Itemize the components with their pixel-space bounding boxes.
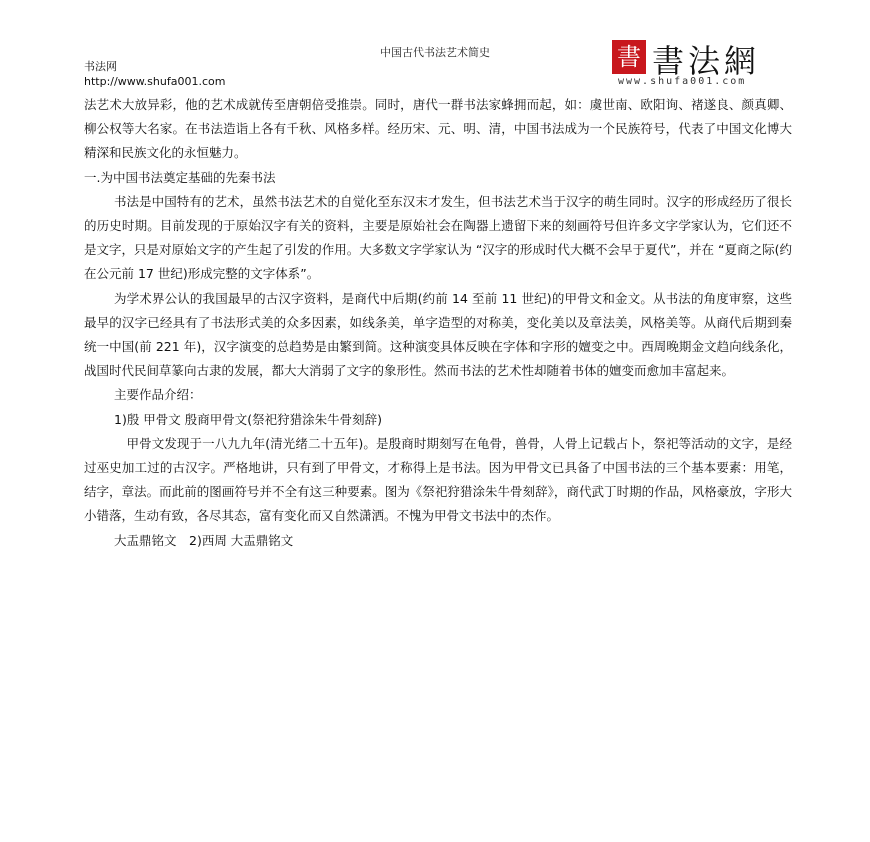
paragraph-origin: 书法是中国特有的艺术，虽然书法艺术的自觉化至东汉末才发生，但书法艺术当于汉字的萌生同时。汉字的形成经历了很长的历史时期。目前发现的于原始汉字有关的资料，主要是原始社会在陶器上遗留下来的刻画符号但许多文字学家认为，它们还不是文字，只是对原始文字的产生起了引发的作用。大多数文字学家认为 “汉字的形成时代大概不会早于夏代”，并在 “夏商之际(约在公元前 17 世纪)形成完整的文字体系”。 xyxy=(84,193,792,282)
works-heading: 主要作品介绍： xyxy=(114,387,202,403)
logo-url: www.shufa001.com xyxy=(618,76,747,87)
logo-seal: 書 xyxy=(612,40,646,74)
paragraph-intro: 法艺术大放异彩，他的艺术成就传至唐朝倍受推崇。同时，唐代一群书法家蜂拥而起，如：虞世南、欧阳询、褚遂良、颜真卿、柳公权等大名家。在书法造诣上各有千秋、风格多样。经历宋、元、明、清，中国书法成为一个民族符号，代表了中国文化博大精深和民族文化的永恒魅力。 xyxy=(84,97,792,161)
document-title: 中国古代书法艺术简史 xyxy=(380,46,490,59)
work-item-1-heading: 1)殷 甲骨文 殷商甲骨文(祭祀狩猎涂朱牛骨刻辞) xyxy=(114,411,383,427)
work-item-2-heading: 大盂鼎铭文 2)西周 大盂鼎铭文 xyxy=(114,532,294,548)
site-name: 书法网 xyxy=(84,60,117,73)
section-heading: 一.为中国书法奠定基础的先秦书法 xyxy=(84,169,276,185)
logo-text: 書法網 xyxy=(652,42,761,80)
paragraph-oracle-bone: 甲骨文发现于一八九九年(清光绪二十五年)。是殷商时期刻写在龟骨，兽骨，人骨上记载占卜，祭祀等活动的文字，是经过巫史加工过的古汉字。严格地讲，只有到了甲骨文，才称得上是书法。因为甲骨文已具备了中国书法的三个基本要素：用笔，结字，章法。而此前的图画符号并不全有这三种要素。图为《祭祀狩猎涂朱牛骨刻辞》，商代武丁时期的作品，风格豪放，字形大小错落，生动有致，各尽其态，富有变化而又自然潇洒。不愧为甲骨文书法中的杰作。 xyxy=(84,435,792,524)
document-body xyxy=(84,93,792,553)
shufa-logo xyxy=(612,40,792,92)
paragraph-oracle-bronze: 为学术界公认的我国最早的古汉字资料，是商代中后期(约前 14 至前 11 世纪)的甲骨文和金文。从书法的角度审察，这些最早的汉字已经具有了书法形式美的众多因素，如线条美，单字造型的对称美，变化美以及章法美，风格美等。从商代后期到秦统一中国(前 221 年)，汉字演变的总趋势是由繁到简。这种演变具体反映在字体和字形的嬗变之中。西周晚期金文趋向线条化，战国时代民间草篆向古隶的发展，都大大消弱了文字的象形性。然而书法的艺术性却随着书体的嬗变而愈加丰富起来。 xyxy=(84,290,792,379)
site-url: http://www.shufa001.com xyxy=(84,75,226,88)
